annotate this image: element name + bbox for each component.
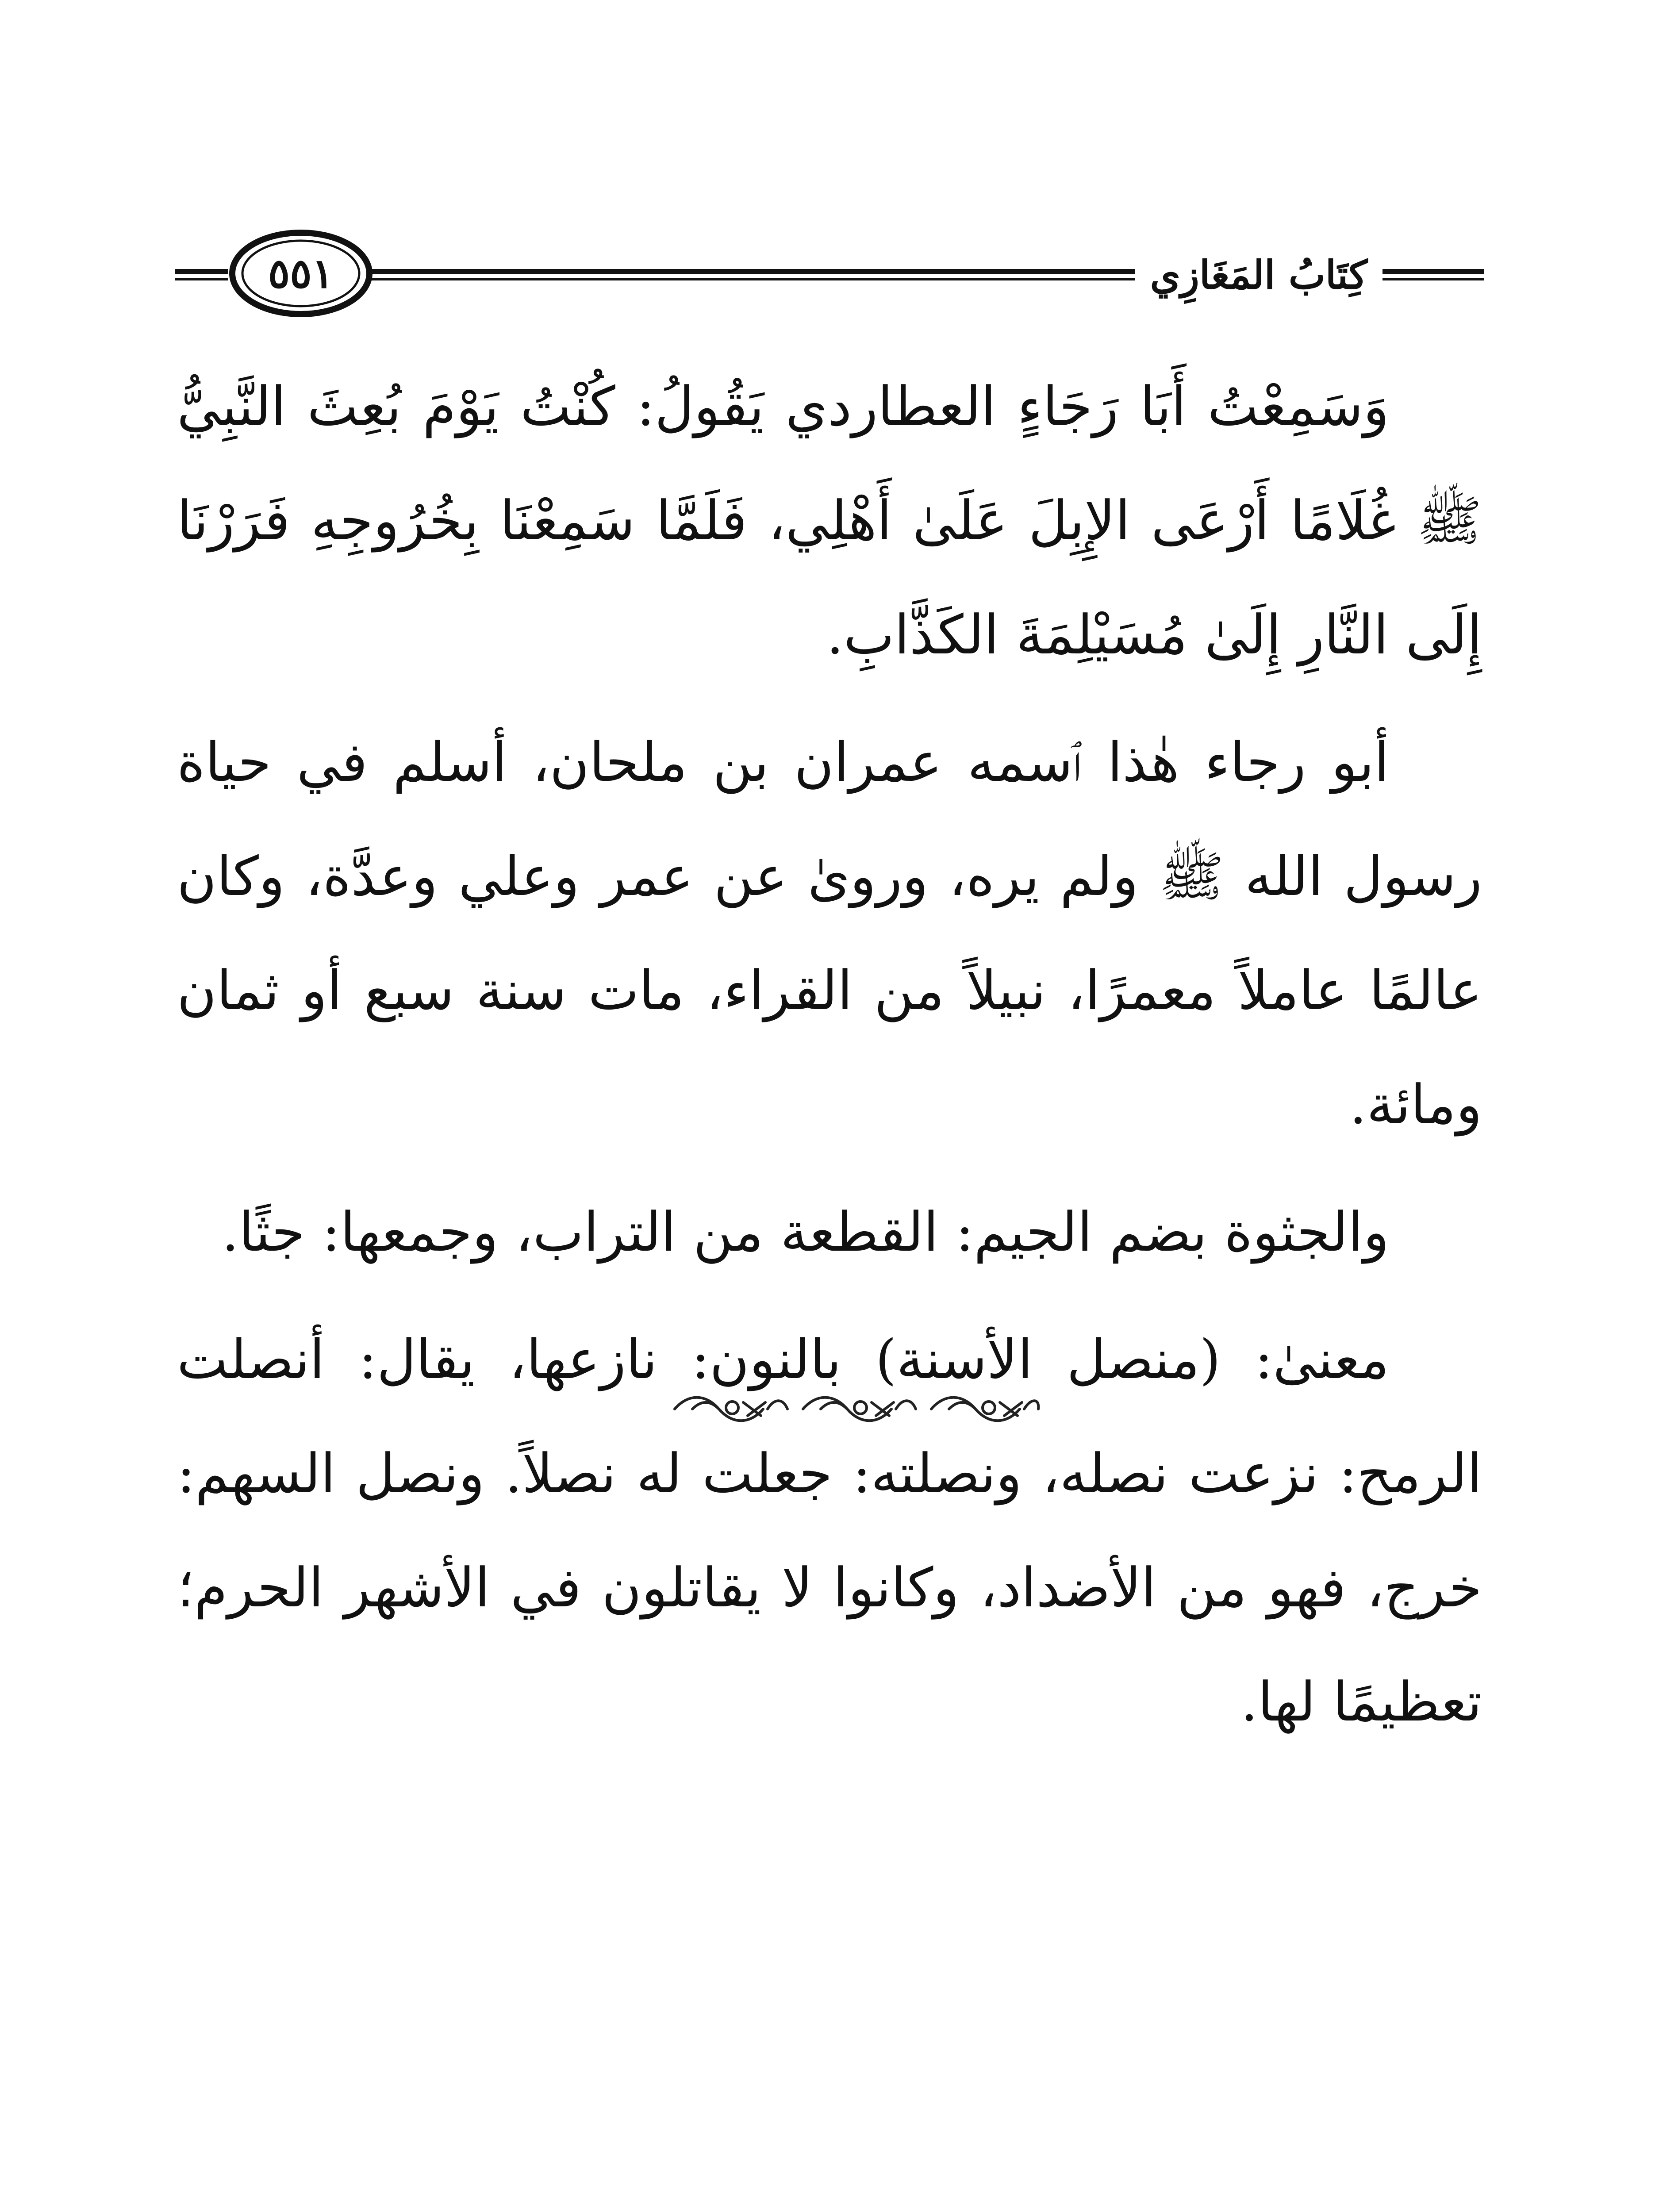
paragraph-hadith: وَسَمِعْتُ أَبَا رَجَاءٍ العطاردي يَقُولُ: كُنْتُ يَوْمَ بُعِثَ النَّبِيُّ ﷺ غُلَامًا أَرْعَى الإِبِلَ عَلَىٰ أَهْلِي، فَلَمَّا سَمِعْنَا بِخُرُوجِهِ فَرَرْنَا إِلَى النَّارِ إِلَىٰ مُسَيْلِمَةَ الكَذَّابِ. xyxy=(177,375,1482,666)
page-body xyxy=(177,349,1482,1772)
floral-divider-icon xyxy=(666,1389,1046,1429)
page-header xyxy=(175,226,1484,327)
page-number: ٥٥١ xyxy=(268,250,334,297)
paragraph-narrator: أبو رجاء هٰذا ٱسمه عمران بن ملحان، أسلم في حياة رسول الله ﷺ ولم يره، وروىٰ عن عمر وعلي وعدَّة، وكان عالمًا عاملاً معمرًا، نبيلاً من القراء، مات سنة سبع أو ثمان ومائة. xyxy=(177,731,1482,1136)
book-title: كِتَابُ المَغَازِي xyxy=(1135,246,1382,303)
paragraph-definition-jathwa: والجثوة بضم الجيم: القطعة من التراب، وجمعها: جثًا. xyxy=(222,1201,1389,1263)
paragraph-definition-munsil: معنىٰ: (منصل الأسنة) بالنون: نازعها، يقال: أنصلت الرمح: نزعت نصله، ونصلته: جعلت له نصلاً. ونصل السهم: خرج، فهو من الأضداد، وكانوا لا يقاتلون في الأشهر الحرم؛ تعظيمًا لها. xyxy=(177,1328,1482,1733)
